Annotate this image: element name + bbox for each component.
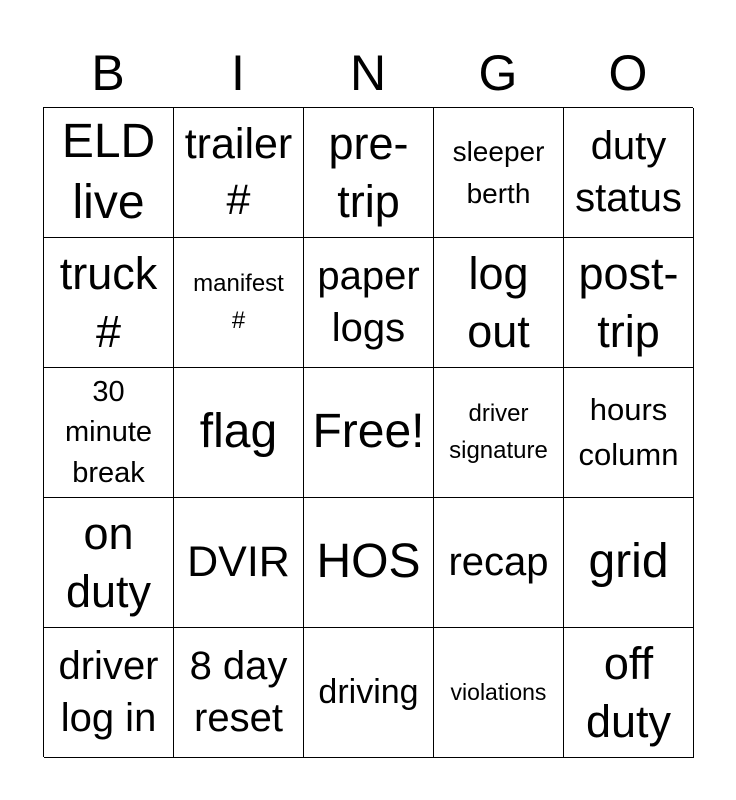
cell-label: driver signature (449, 399, 548, 464)
bingo-cell-r3-c4[interactable] (434, 368, 564, 498)
cell-label: grid (588, 535, 669, 589)
bingo-cell-r5-c1[interactable] (44, 628, 174, 758)
cell-label: DVIR (187, 537, 290, 586)
cell-label: trailer # (184, 120, 293, 224)
bingo-cell-r1-c4[interactable] (434, 108, 564, 238)
bingo-cell-r3-c5[interactable] (564, 368, 694, 498)
bingo-cell-r2-c3[interactable] (304, 238, 434, 368)
cell-label: driver log in (58, 644, 159, 740)
cell-label: truck # (59, 247, 158, 357)
bingo-cell-r2-c5[interactable] (564, 238, 694, 368)
bingo-cell-r4-c1[interactable] (44, 498, 174, 628)
header-letter-o: O (608, 45, 648, 101)
bingo-cell-r2-c2[interactable] (174, 238, 304, 368)
cell-label: flag (199, 405, 278, 459)
cell-label: sleeper berth (452, 136, 545, 209)
cell-label: 8 day reset (189, 644, 288, 740)
cell-label: pre- trip (328, 117, 409, 227)
cell-label: Free! (312, 405, 425, 459)
header-letter-b: B (91, 45, 125, 101)
header-letter-n: N (349, 45, 387, 101)
bingo-header (43, 40, 693, 106)
cell-label: paper logs (317, 254, 420, 350)
bingo-cell-r3-c2[interactable] (174, 368, 304, 498)
bingo-cell-r4-c2[interactable] (174, 498, 304, 628)
cell-label: violations (450, 678, 547, 705)
bingo-cell-r3-c3[interactable] (304, 368, 434, 498)
bingo-cell-r1-c5[interactable] (564, 108, 694, 238)
bingo-cell-r5-c2[interactable] (174, 628, 304, 758)
bingo-cell-r5-c4[interactable] (434, 628, 564, 758)
bingo-cell-r5-c5[interactable] (564, 628, 694, 758)
cell-label: on duty (65, 507, 152, 617)
cell-label: hours column (578, 392, 679, 472)
bingo-grid (43, 107, 693, 757)
bingo-cell-r1-c3[interactable] (304, 108, 434, 238)
cell-label: duty status (575, 124, 682, 220)
cell-label: post- trip (578, 247, 679, 357)
bingo-cell-r4-c4[interactable] (434, 498, 564, 628)
cell-label: 30 minute break (64, 375, 153, 489)
header-letter-i: I (231, 45, 245, 101)
cell-label: ELD live (61, 114, 156, 229)
bingo-cell-r4-c3[interactable] (304, 498, 434, 628)
bingo-cell-r5-c3[interactable] (304, 628, 434, 758)
bingo-cell-r1-c2[interactable] (174, 108, 304, 238)
cell-label: log out (467, 247, 530, 357)
bingo-cell-r3-c1[interactable] (44, 368, 174, 498)
bingo-cell-r1-c1[interactable] (44, 108, 174, 238)
cell-label: manifest # (193, 269, 284, 334)
cell-label: off duty (585, 637, 672, 747)
bingo-cell-r2-c4[interactable] (434, 238, 564, 368)
cell-label: recap (448, 539, 549, 584)
header-letter-g: G (478, 45, 518, 101)
cell-label: HOS (316, 535, 421, 589)
cell-label: driving (318, 673, 419, 712)
bingo-cell-r4-c5[interactable] (564, 498, 694, 628)
bingo-cell-r2-c1[interactable] (44, 238, 174, 368)
